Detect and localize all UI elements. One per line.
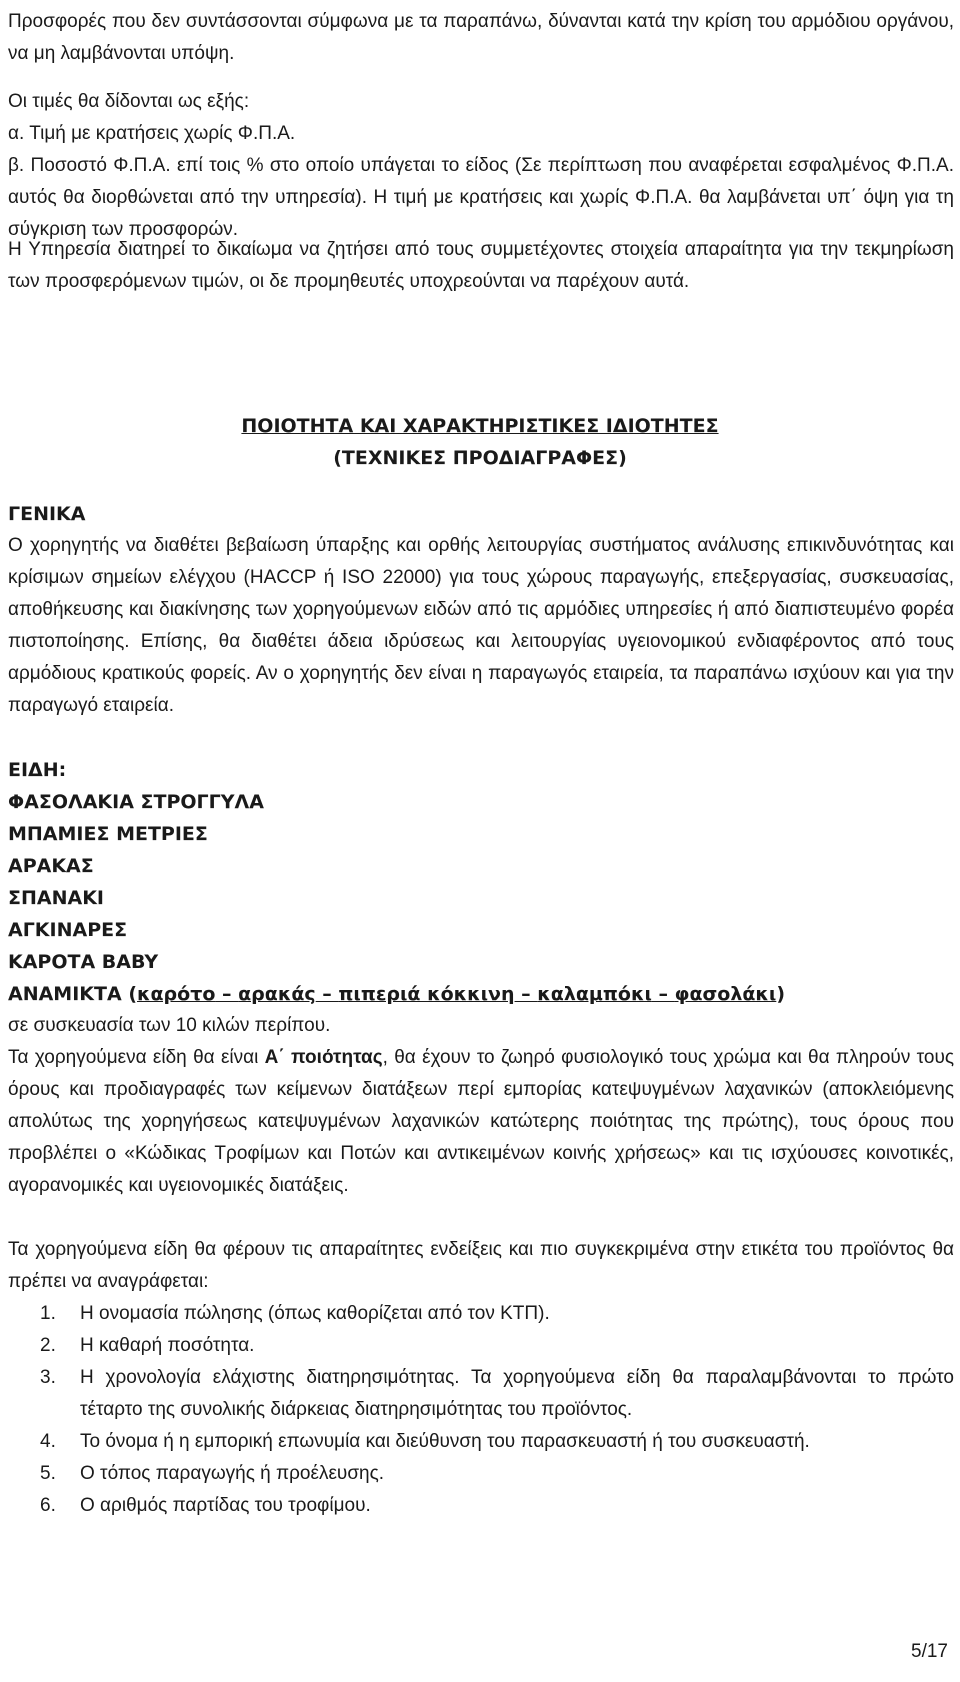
list-number: 2.	[40, 1335, 56, 1356]
prices-title: Οι τιμές θα δίδονται ως εξής:	[8, 91, 250, 112]
list-number: 5.	[40, 1463, 56, 1484]
label-requirements-list	[8, 1298, 954, 1522]
list-item	[8, 1426, 954, 1458]
mixed-part: πιπεριά κόκκινη	[338, 983, 515, 1005]
price-option-b: β. Ποσοστό Φ.Π.Α. επί τοις % στο οποίο υπάγεται το είδος (Σε περίπτωση που αναφέρεται εσφαλμένος Φ.Π.Α. αυτός θα διορθώνεται από την υπηρεσία). Η τιμή με κρατήσεις και χωρίς Φ.Π.Α. θα λαμβάνεται υπ΄ όψη για τη σύγκριση των προσφορών.	[8, 155, 954, 240]
page-number: 5/17	[911, 1641, 948, 1662]
list-text: Η ονομασία πώλησης (όπως καθορίζεται από τον ΚΤΠ).	[80, 1303, 550, 1324]
intro-paragraph: Προσφορές που δεν συντάσσονται σύμφωνα με τα παραπάνω, δύνανται κατά την κρίση του αρμόδιου οργάνου, να μη λαμβάνονται υπόψη.	[8, 11, 954, 64]
item-mixed	[8, 978, 954, 1010]
items-list	[8, 786, 954, 1010]
mixed-part: καλαμπόκι	[537, 983, 652, 1005]
mixed-separator: –	[651, 983, 675, 1005]
item-name: ΚΑΡΟΤΑ BABY	[8, 951, 159, 973]
mixed-part: αρακάς	[238, 983, 316, 1005]
general-paragraph: Ο χορηγητής να διαθέτει βεβαίωση ύπαρξης και ορθής λειτουργίας συστήματος ανάλυσης επικινδυνότητας και κρίσιμων σημείων ελέγχου (HACCP ή ISO 22000) για τους χώρους παραγωγής, επεξεργασίας, συσκευασίας, αποθήκευσης και διακίνησης των χορηγούμενων ειδών από τις αρμόδιες υπηρεσίες ή από διαπιστευμένο φορέα πιστοποίησης. Επίσης, θα διαθέτει άδεια ιδρύσεως και λειτουργίας υγειονομικού ενδιαφέροντος από τους αρμόδιους κρατικούς φορείς. Αν ο χορηγητής δεν είναι η παραγωγός εταιρεία, τα παραπάνω ισχύουν και για την παραγωγό εταιρεία.	[8, 535, 954, 716]
list-text: Η καθαρή ποσότητα.	[80, 1335, 255, 1356]
list-item	[8, 1298, 954, 1330]
item-name: ΜΠΑΜΙΕΣ ΜΕΤΡΙΕΣ	[8, 823, 208, 845]
service-paragraph: Η Υπηρεσία διατηρεί το δικαίωμα να ζητήσει από τους συμμετέχοντες στοιχεία απαραίτητα για την τεκμηρίωση των προσφερόμενων τιμών, οι δε προμηθευτές υποχρεούνται να παρέχουν αυτά.	[8, 239, 954, 292]
mixed-close: )	[776, 983, 786, 1005]
list-number: 4.	[40, 1431, 56, 1452]
mixed-separator: –	[514, 983, 538, 1005]
list-text: Το όνομα ή η εμπορική επωνυμία και διεύθυνση του παρασκευαστή ή του συσκευαστή.	[80, 1431, 810, 1452]
item-name: ΑΓΚΙΝΑΡΕΣ	[8, 919, 128, 941]
labels-intro: Τα χορηγούμενα είδη θα φέρουν τις απαραίτητες ενδείξεις και πιο συγκεκριμένα στην ετικέτα του προϊόντος θα πρέπει να αναγράφεται:	[8, 1239, 954, 1292]
mixed-open: (	[128, 983, 137, 1005]
quality-post: , θα έχουν το ζωηρό φυσιολογικό τους χρώμα και θα πληρούν τους όρους και προδιαγραφές των κείμενων διατάξεων περί εμπορίας κατεψυγμένων λαχανικών (αποκλειόμενης απολύτως της χορηγήσεως κατεψυγμένων λαχανικών κατώτερης ποιότητας της πρώτης), τους όρους που προβλέπει ο «Κώδικας Τροφίμων και Ποτών και αντικειμένων κοινής χρήσεως» και τις ισχύουσες κοινοτικές, αγορανομικές και υγειονομικές διατάξεις.	[8, 1047, 954, 1196]
mixed-separator: –	[315, 983, 339, 1005]
quality-pre: Τα χορηγούμενα είδη θα είναι	[8, 1047, 265, 1068]
list-number: 3.	[40, 1367, 56, 1388]
items-heading: ΕΙΔΗ:	[8, 759, 67, 781]
list-text: Ο αριθμός παρτίδας του τροφίμου.	[80, 1495, 371, 1516]
list-item	[8, 1330, 954, 1362]
section-title: ΠΟΙΟΤΗΤΑ ΚΑΙ ΧΑΡΑΚΤΗΡΙΣΤΙΚΕΣ ΙΔΙΟΤΗΤΕΣ	[241, 415, 719, 437]
list-text: Ο τόπος παραγωγής ή προέλευσης.	[80, 1463, 385, 1484]
mixed-separator: –	[215, 983, 239, 1005]
list-number: 6.	[40, 1495, 56, 1516]
packaging-note: σε συσκευασία των 10 κιλών περίπου.	[8, 1015, 331, 1036]
general-heading: ΓΕΝΙΚΑ	[8, 503, 86, 525]
section-subtitle: (ΤΕΧΝΙΚΕΣ ΠΡΟΔΙΑΓΡΑΦΕΣ)	[333, 447, 627, 469]
item-name: ΦΑΣΟΛΑΚΙΑ ΣΤΡΟΓΓΥΛΑ	[8, 791, 264, 813]
list-text: Η χρονολογία ελάχιστης διατηρησιμότητας. Τα χορηγούμενα είδη θα παραλαμβάνονται το πρώτο τέταρτο της συνολικής διάρκειας διατηρησιμότητας του προϊόντος.	[80, 1367, 954, 1420]
list-item	[8, 1490, 954, 1522]
price-option-a: α. Τιμή με κρατήσεις χωρίς Φ.Π.Α.	[8, 123, 296, 144]
mixed-part: καρότο	[137, 983, 216, 1005]
list-item	[8, 1362, 954, 1426]
quality-paragraph	[8, 1042, 954, 1202]
item-name: ΣΠΑΝΑΚΙ	[8, 887, 104, 909]
quality-grade: Α΄ ποιότητας	[264, 1047, 383, 1068]
mixed-label: ΑΝΑΜΙΚΤΑ	[8, 983, 122, 1005]
mixed-part: φασολάκι	[674, 983, 777, 1005]
list-number: 1.	[40, 1303, 56, 1324]
item-name: ΑΡΑΚΑΣ	[8, 855, 94, 877]
list-item	[8, 1458, 954, 1490]
